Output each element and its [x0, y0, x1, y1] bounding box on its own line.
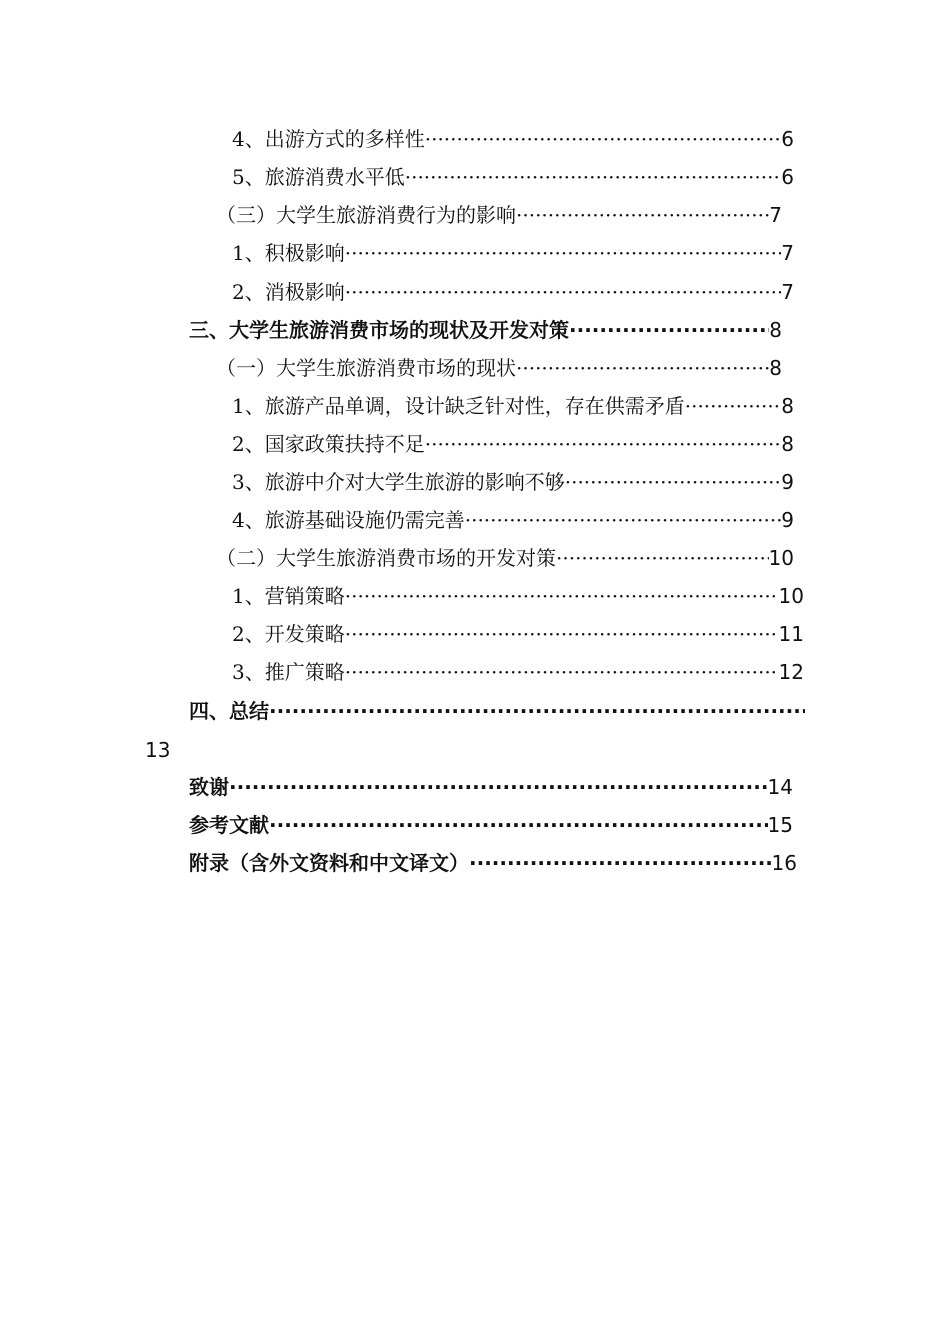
toc-entry-label: 1、旅游产品单调，设计缺乏针对性，存在供需矛盾	[232, 394, 685, 418]
toc-leader-dots	[425, 124, 782, 154]
toc-entry-label: （二）大学生旅游消费市场的开发对策	[216, 546, 556, 570]
toc-entry-label: 2、消极影响	[232, 280, 345, 304]
toc-leader-dots	[556, 543, 769, 573]
toc-entry-label: 致谢	[189, 775, 229, 799]
toc-entry-page: 16	[771, 851, 797, 875]
toc-entry-page: 8	[781, 432, 794, 456]
toc-entry-label: 4、出游方式的多样性	[232, 127, 425, 151]
toc-leader-dots	[345, 619, 779, 649]
toc-entry-page: 7	[781, 280, 794, 304]
toc-entry-chapter[interactable]	[189, 810, 793, 840]
toc-entry-page: 9	[781, 508, 794, 532]
toc-entry-label: 3、旅游中介对大学生旅游的影响不够	[232, 470, 565, 494]
toc-entry[interactable]	[216, 543, 794, 573]
toc-entry-page: 9	[781, 470, 794, 494]
toc-entry-page: 7	[769, 203, 782, 227]
toc-entry-label: 5、旅游消费水平低	[232, 165, 405, 189]
toc-entry-chapter[interactable]	[189, 696, 805, 726]
toc-entry[interactable]	[232, 124, 794, 154]
toc-entry-page: 6	[781, 127, 794, 151]
toc-entry-label: 2、国家政策扶持不足	[232, 432, 425, 456]
toc-entry-page: 10	[768, 546, 794, 570]
toc-entry-page: 10	[778, 584, 804, 608]
toc-entry-page: 8	[781, 394, 794, 418]
toc-leader-dots	[269, 810, 768, 840]
toc-entry[interactable]	[232, 619, 804, 649]
toc-entry[interactable]	[232, 581, 804, 611]
toc-entry-page: 8	[769, 318, 782, 342]
toc-entry[interactable]	[216, 200, 782, 230]
toc-entry-page: 6	[781, 165, 794, 189]
toc-entry-page: 8	[769, 356, 782, 380]
toc-entry[interactable]	[216, 353, 782, 383]
toc-entry[interactable]	[232, 505, 794, 535]
toc-entry-page: 12	[778, 660, 804, 684]
toc-entry-label: 4、旅游基础设施仍需完善	[232, 508, 465, 532]
toc-entry-page: 14	[767, 775, 793, 799]
toc-entry-page: 15	[767, 813, 793, 837]
toc-entry[interactable]	[232, 391, 794, 421]
toc-entry[interactable]	[232, 277, 794, 307]
toc-leader-dots	[469, 848, 772, 878]
toc-entry-chapter[interactable]	[189, 772, 793, 802]
toc-leader-dots	[465, 505, 782, 535]
toc-leader-dots	[229, 772, 768, 802]
toc-leader-dots	[345, 581, 779, 611]
toc-entry-label: 1、积极影响	[232, 241, 345, 265]
toc-entry-chapter[interactable]	[189, 315, 782, 345]
toc-leader-dots	[345, 657, 779, 687]
toc-entry-label: 三、大学生旅游消费市场的现状及开发对策	[189, 318, 569, 342]
toc-leader-dots	[425, 429, 782, 459]
toc-entry[interactable]	[232, 238, 794, 268]
toc-entry-label: 四、总结	[189, 699, 269, 723]
toc-leader-dots	[516, 353, 769, 383]
toc-entry-page-wrapped: 13	[145, 738, 171, 762]
toc-entry-label: （三）大学生旅游消费行为的影响	[216, 203, 516, 227]
toc-entry-label: 附录（含外文资料和中文译文）	[189, 851, 469, 875]
toc-entry[interactable]	[232, 429, 794, 459]
toc-entry-label: 2、开发策略	[232, 622, 345, 646]
toc-leader-dots	[516, 200, 769, 230]
toc-leader-dots	[405, 162, 782, 192]
toc-entry-page: 7	[781, 241, 794, 265]
toc-entry-page: 11	[778, 622, 804, 646]
toc-entry[interactable]	[232, 162, 794, 192]
toc-leader-dots	[685, 391, 782, 421]
toc-entry[interactable]	[232, 657, 804, 687]
toc-entry-label: 参考文献	[189, 813, 269, 837]
toc-entry[interactable]	[232, 467, 794, 497]
toc-leader-dots	[345, 238, 782, 268]
toc-entry-label: 1、营销策略	[232, 584, 345, 608]
toc-leader-dots	[269, 696, 805, 726]
toc-entry-chapter[interactable]	[189, 848, 797, 878]
toc-leader-dots	[569, 315, 769, 345]
toc-leader-dots	[345, 277, 782, 307]
toc-entry-label: （一）大学生旅游消费市场的现状	[216, 356, 516, 380]
toc-leader-dots	[565, 467, 782, 497]
toc-entry-label: 3、推广策略	[232, 660, 345, 684]
